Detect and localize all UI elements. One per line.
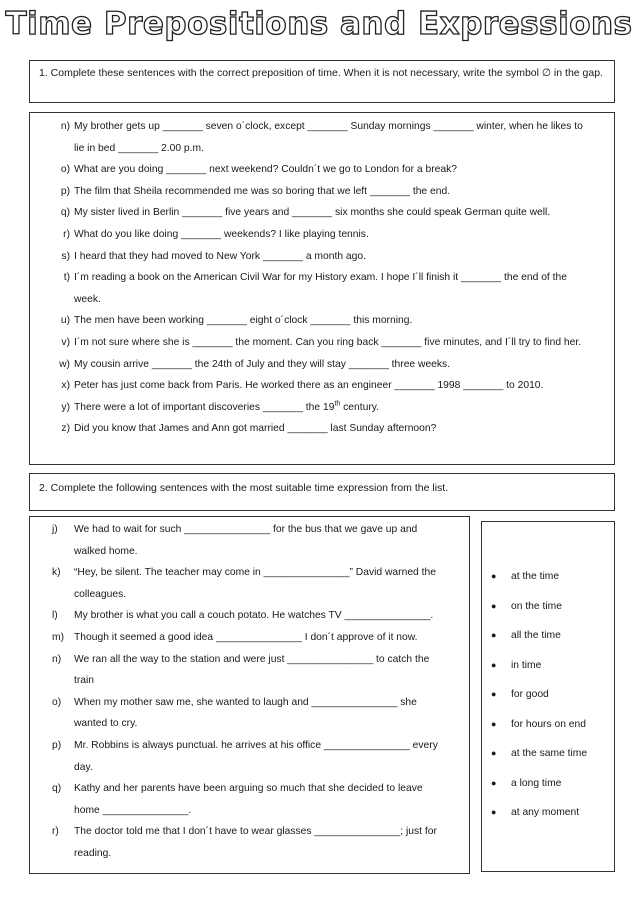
section1-item-list <box>30 116 595 440</box>
exercise-item <box>30 224 595 246</box>
item-label: p) <box>52 739 62 751</box>
expression-item <box>482 562 614 592</box>
section2-item-list <box>30 519 444 865</box>
item-label: s) <box>61 250 70 262</box>
item-label: p) <box>60 185 70 197</box>
item-text: Did you know that James and Ann got married _______ last Sunday afternoon? <box>74 423 437 435</box>
exercise-item <box>30 692 444 735</box>
exercise-item <box>30 159 595 181</box>
item-label: v) <box>61 336 70 348</box>
expression-text: for good <box>511 689 549 700</box>
item-text: I heard that they had moved to New York _______ a month ago. <box>74 250 366 262</box>
section1-instruction-box <box>29 60 615 103</box>
exercise-item <box>30 354 595 376</box>
worksheet-title: Time Prepositions and Expressions <box>5 6 633 42</box>
item-text: “Hey, be silent. The teacher may come in _______________” David warned the colleagues. <box>74 567 436 600</box>
item-text: The doctor told me that I don´t have to wear glasses _______________; just for reading. <box>74 826 437 859</box>
exercise-item <box>30 397 595 419</box>
item-text: Kathy and her parents have been arguing so much that she decided to leave home _______________. <box>74 783 423 816</box>
exercise-item <box>30 735 444 778</box>
item-text: I´m not sure where she is _______ the moment. Can you ring back _______ five minutes, and I´ll try to find her. <box>74 336 582 348</box>
expression-text: in time <box>511 659 542 671</box>
exercise-item <box>30 821 444 864</box>
item-label: u) <box>60 315 70 327</box>
item-label: l) <box>52 610 58 622</box>
item-label: k) <box>52 567 61 579</box>
exercise-item <box>30 310 595 332</box>
item-text: We ran all the way to the station and were just _______________ to catch the train <box>74 653 430 687</box>
item-text: When my mother saw me, she wanted to laugh and _______________ she wanted to cry. <box>74 696 417 730</box>
expression-list-box <box>481 521 615 872</box>
item-text: The film that Sheila recommended me was so boring that we left _______ the end. <box>74 185 451 197</box>
exercise-item <box>30 267 595 310</box>
item-text: I´m reading a book on the American Civil War for my History exam. I hope I´ll finish it _______ the end of the week. <box>74 272 567 305</box>
expression-item <box>482 739 614 769</box>
item-text: What are you doing _______ next weekend? Couldn´t we go to London for a break? <box>74 164 457 176</box>
bullet-icon: ● <box>491 571 497 581</box>
exercise-item <box>30 519 444 562</box>
section1-instruction: 1. Complete these sentences with the correct preposition of time. When it is not necessary, write the symbol ∅ in the gap. <box>39 67 603 79</box>
item-text: My sister lived in Berlin _______ five years and _______ six months she could speak German quite well. <box>74 207 551 219</box>
expression-item <box>482 769 614 799</box>
expression-text: all the time <box>511 630 561 641</box>
expression-item <box>482 680 614 710</box>
section1-exercise-box <box>29 112 615 465</box>
exercise-item <box>30 649 444 692</box>
exercise-item <box>30 627 444 649</box>
item-label: t) <box>63 272 70 284</box>
expression-text: for hours on end <box>511 718 586 730</box>
item-text: Peter has just come back from Paris. He worked there as an engineer _______ 1998 _______ to 2010. <box>74 380 544 392</box>
section2-instruction: 2. Complete the following sentences with the most suitable time expression from the list. <box>39 482 449 494</box>
item-label: m) <box>52 631 65 643</box>
item-label: w) <box>59 358 70 370</box>
expression-text: at the same time <box>511 748 588 759</box>
section2-instruction-box <box>29 473 615 511</box>
bullet-icon: ● <box>491 718 497 729</box>
item-text: We had to wait for such _______________ for the bus that we gave up and walked home. <box>74 524 418 557</box>
bullet-icon: ● <box>491 748 497 758</box>
item-label: q) <box>60 207 70 219</box>
expression-text: on the time <box>511 600 562 612</box>
expression-item <box>482 798 614 828</box>
expression-item <box>482 621 614 651</box>
exercise-item <box>30 116 595 159</box>
item-label: r) <box>63 228 70 240</box>
item-text-end: century. <box>340 401 380 413</box>
expression-item <box>482 651 614 681</box>
expression-item <box>482 592 614 622</box>
ordinal-superscript: th <box>334 400 341 408</box>
exercise-item <box>30 181 595 203</box>
item-label: y) <box>61 401 70 413</box>
expression-text: a long time <box>511 777 562 789</box>
item-label: n) <box>60 121 70 132</box>
item-text-start: There were a lot of important discoveries _______ the 19 <box>74 401 335 413</box>
exercise-item <box>30 605 444 627</box>
expression-item <box>482 710 614 740</box>
bullet-icon: ● <box>491 630 497 640</box>
bullet-icon: ● <box>491 600 497 611</box>
item-text: My cousin arrive _______ the 24th of July and they will stay _______ three weeks. <box>74 358 451 370</box>
bullet-icon: ● <box>491 777 497 788</box>
exercise-item <box>30 418 595 440</box>
section2-exercise-box <box>29 516 470 874</box>
item-text: Mr. Robbins is always punctual. he arrives at his office _______________ every day. <box>74 739 438 773</box>
item-text: The men have been working _______ eight o´clock _______ this morning. <box>74 315 413 327</box>
expression-list <box>482 562 614 828</box>
item-text: Though it seemed a good idea _______________ I don´t approve of it now. <box>74 631 418 643</box>
item-label: z) <box>61 423 70 435</box>
exercise-item <box>30 332 595 354</box>
exercise-item <box>30 246 595 268</box>
item-label: r) <box>52 826 59 838</box>
item-text: My brother gets up _______ seven o´clock, except _______ Sunday mornings _______ winter, when he likes to lie in bed _______ 2.00 p.m. <box>74 121 583 154</box>
exercise-item <box>30 562 444 605</box>
expression-text: at the time <box>511 571 560 582</box>
item-label: j) <box>52 524 58 535</box>
bullet-icon: ● <box>491 659 497 670</box>
item-label: x) <box>61 380 70 392</box>
bullet-icon: ● <box>491 689 497 699</box>
exercise-item <box>30 202 595 224</box>
item-text: What do you like doing _______ weekends? I like playing tennis. <box>74 228 369 240</box>
item-label: q) <box>52 783 62 795</box>
item-label: o) <box>60 164 70 176</box>
item-label: o) <box>52 696 62 708</box>
item-label: n) <box>52 653 62 665</box>
bullet-icon: ● <box>491 807 497 817</box>
item-text: My brother is what you call a couch potato. He watches TV _______________. <box>74 610 434 622</box>
exercise-item <box>30 375 595 397</box>
item-text <box>74 402 379 413</box>
exercise-item <box>30 778 444 821</box>
expression-text: at any moment <box>511 807 580 818</box>
